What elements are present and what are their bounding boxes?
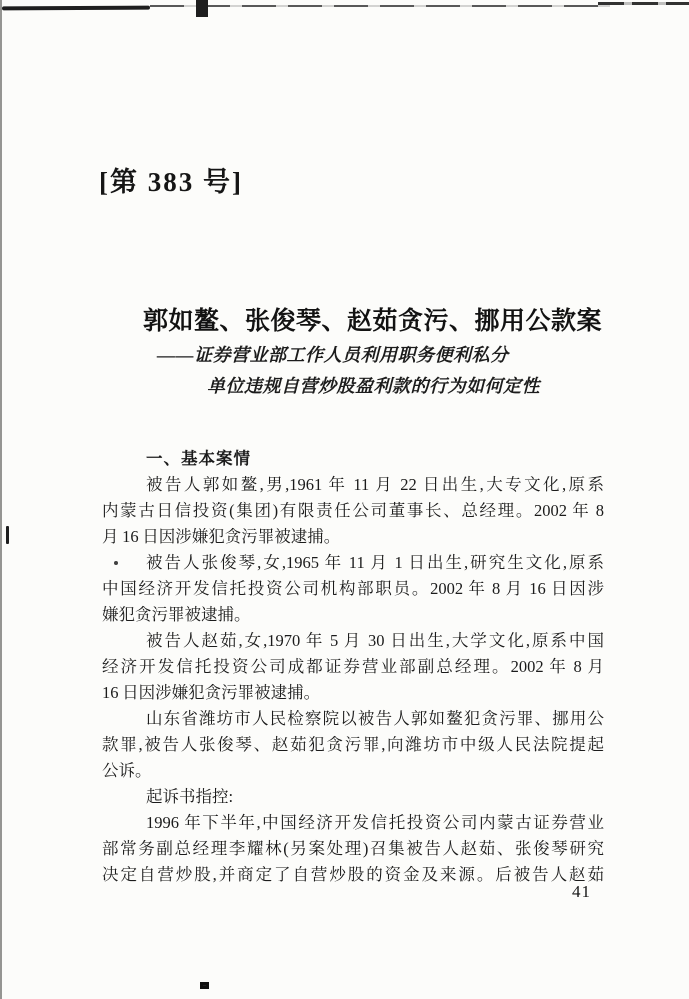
case-subtitle-line-1: ——证券营业部工作人员利用职务便利私分 [157,345,509,365]
body-text-line: 中国经济开发信托投资公司机构部职员。2002 年 8 月 16 日因涉 [102,579,604,598]
body-text-line: 16 日因涉嫌犯贪污罪被逮捕。 [102,683,321,702]
paragraph [102,472,604,550]
body-text-line: 被告人张俊琴,女,1965 年 11 月 1 日出生,研究生文化,原系 [146,553,604,572]
body-text-line: 被告人赵茹,女,1970 年 5 月 30 日出生,大学文化,原系中国 [146,631,605,650]
scan-artifact-top-line-right [598,2,689,5]
section-heading: 一、基本案情 [146,450,251,468]
body-text-line: 山东省潍坊市人民检察院以被告人郭如鳌犯贪污罪、挪用公 [146,709,604,728]
scan-artifact-left-border [0,0,2,999]
body-text-line: 公诉。 [102,761,152,780]
case-subtitle-line-2: 单位违规自营炒股盈利款的行为如何定性 [207,376,540,396]
body-text-line: 部常务副总经理李耀林(另案处理)召集被告人赵茹、张俊琴研究 [102,839,604,858]
page-number: 41 [572,882,591,901]
paragraph [102,628,604,706]
paragraph [102,784,604,810]
scan-artifact-left-tick [6,526,9,544]
body-text [102,446,604,888]
body-text-line: 嫌犯贪污罪被逮捕。 [102,605,251,624]
body-text-line: 1996 年下半年,中国经济开发信托投资公司内蒙古证券营业 [146,813,604,832]
body-text-line: 决定自营炒股,并商定了自营炒股的资金及来源。后被告人赵茹 [102,865,604,884]
body-text-line: 被告人郭如鳌,男,1961 年 11 月 22 日出生,大专文化,原系 [146,475,604,494]
scan-artifact-top-line-left [2,6,150,11]
scan-artifact-printer-mark [200,982,209,989]
body-text-line: 款罪,被告人张俊琴、赵茹犯贪污罪,向潍坊市中级人民法院提起 [102,735,604,754]
paragraph [102,810,604,888]
body-text-line: 经济开发信托投资公司成都证券营业部副总经理。2002 年 8 月 [102,657,604,676]
case-title: 郭如鳌、张俊琴、赵茹贪污、挪用公款案 [143,308,603,335]
case-number: [第 383 号] [99,167,243,197]
body-text-line: 月 16 日因涉嫌犯贪污罪被逮捕。 [102,527,341,546]
paragraph [102,550,604,628]
scan-artifact-top-line-mid [150,5,610,7]
scan-artifact-top-blob [196,0,208,17]
body-text-line: 内蒙古日信投资(集团)有限责任公司董事长、总经理。2002 年 8 [102,501,604,520]
paragraph [102,706,604,784]
body-text-line: 起诉书指控: [146,787,234,806]
body-paragraphs [102,472,604,888]
